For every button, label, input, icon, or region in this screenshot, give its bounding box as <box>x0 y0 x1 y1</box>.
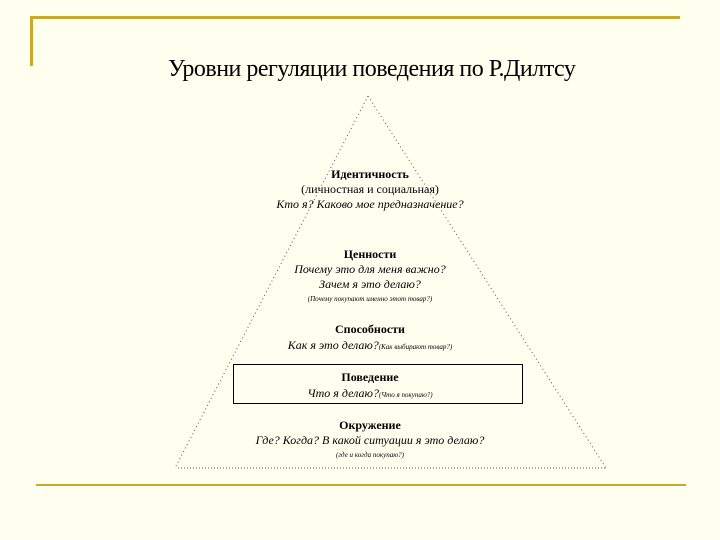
level-values <box>190 247 550 307</box>
behavior-heading: Поведение <box>341 370 399 384</box>
capabilities-note: (Как выбирают товар?) <box>378 343 453 351</box>
level-identity <box>190 167 550 212</box>
identity-heading: Идентичность <box>331 167 409 181</box>
capabilities-heading: Способности <box>335 322 405 336</box>
capabilities-question: Как я это делаю? <box>287 338 379 352</box>
level-behavior <box>190 370 550 403</box>
values-question-1: Почему это для меня важно? <box>294 262 446 276</box>
identity-question: Кто я? Каково мое предназначение? <box>276 197 464 211</box>
values-note: (Почему покупают именно этот товар?) <box>307 295 433 303</box>
behavior-question: Что я делаю? <box>307 386 379 400</box>
values-heading: Ценности <box>343 247 397 261</box>
slide-title: Уровни регуляции поведения по Р.Дилтсу <box>168 56 576 82</box>
environment-heading: Окружение <box>339 418 401 432</box>
values-question-2: Зачем я это делаю? <box>319 277 421 291</box>
environment-note: (где и когда покупаю?) <box>336 451 404 459</box>
identity-subtitle: (личностная и социальная) <box>301 182 439 196</box>
level-environment <box>190 418 550 463</box>
level-capabilities <box>190 322 550 355</box>
environment-question: Где? Когда? В какой ситуации я это делаю? <box>255 433 485 447</box>
behavior-note: (Что я покупаю?) <box>378 391 433 399</box>
